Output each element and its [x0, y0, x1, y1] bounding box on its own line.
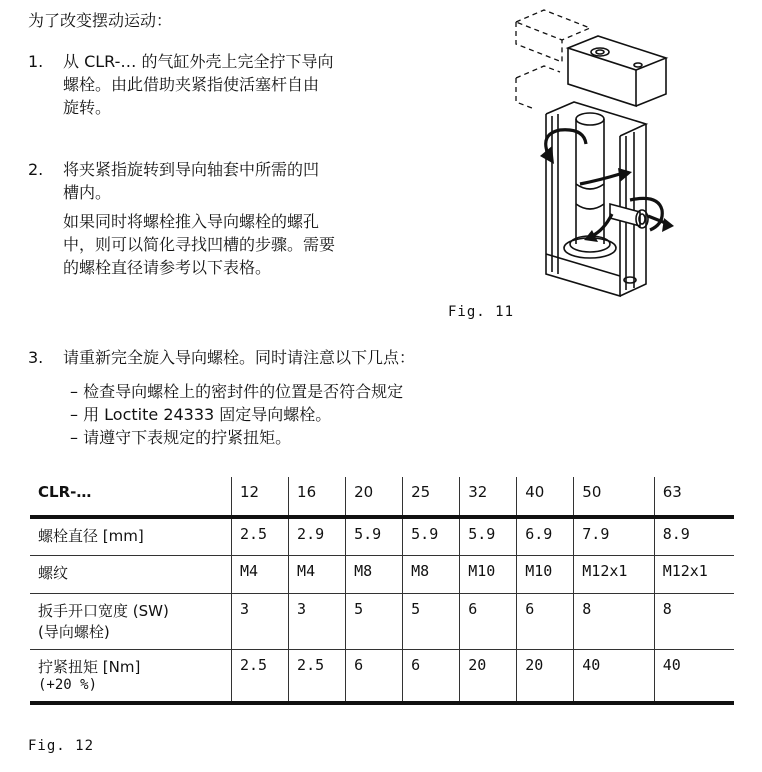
- table-row: [30, 593, 734, 649]
- table-cell: 2.5: [232, 517, 289, 555]
- table-cell: 6: [517, 593, 574, 649]
- table-cell: 6: [403, 649, 460, 703]
- bullet-item: – 检查导向螺栓上的密封件的位置是否符合规定: [70, 382, 404, 401]
- table-cell: M8: [346, 555, 403, 593]
- step-note-line: 中，则可以简化寻找凹槽的步骤。需要: [63, 235, 336, 254]
- intro-heading: 为了改变摆动运动：: [28, 11, 173, 30]
- row-label-text: 螺栓直径 [mm]: [38, 527, 144, 545]
- table-header-cell: 32: [460, 477, 517, 517]
- table-header-cell: 40: [517, 477, 574, 517]
- step-1: [28, 50, 448, 125]
- row-label: [30, 555, 232, 593]
- step-line: 请重新完全旋入导向螺栓。同时请注意以下几点：: [63, 348, 416, 367]
- table-cell: 3: [232, 593, 289, 649]
- table-cell: 20: [517, 649, 574, 703]
- step-note-line: 如果同时将螺栓推入导向螺栓的螺孔: [63, 212, 320, 231]
- table-cell: 2.5: [289, 649, 346, 703]
- row-label-text: 螺纹: [38, 563, 69, 582]
- row-label-sub: (+20 %): [38, 676, 98, 693]
- table-row: [30, 517, 734, 555]
- table-header-cell: 63: [662, 483, 682, 501]
- table-cell: M4: [289, 555, 346, 593]
- step-line: 槽内。: [63, 183, 112, 202]
- table-cell: M4: [232, 555, 289, 593]
- row-label-text: 拧紧扭矩 [Nm]: [38, 657, 141, 676]
- table-cell: 40: [662, 655, 681, 674]
- table-cell: M12x1: [574, 555, 654, 593]
- table-cell: 6: [346, 649, 403, 703]
- table-cell: M10: [517, 555, 574, 593]
- cylinder-illustration: [480, 4, 700, 302]
- step-number: 3.: [28, 348, 44, 367]
- table-row: [30, 555, 734, 593]
- step-line: 从 CLR-… 的气缸外壳上完全拧下导向: [63, 52, 334, 71]
- table-cell: 20: [460, 649, 517, 703]
- table-cell: M12x1: [662, 561, 708, 580]
- table-cell: 7.9: [574, 517, 654, 555]
- row-label-text: 扳手开口宽度 (SW): [38, 601, 169, 620]
- table-header-cell: 20: [346, 477, 403, 517]
- table-cell: 2.5: [232, 649, 289, 703]
- table-cell: 5: [346, 593, 403, 649]
- step-line: 将夹紧指旋转到导向轴套中所需的凹: [63, 160, 320, 179]
- table-cell: 5.9: [403, 517, 460, 555]
- spec-table: [30, 477, 734, 705]
- table-header-cell: 25: [403, 477, 460, 517]
- table-cell: 5.9: [460, 517, 517, 555]
- table-cell: 40: [574, 649, 654, 703]
- table-cell: 8.9: [662, 525, 690, 543]
- table-cell: M8: [403, 555, 460, 593]
- table-cell: 5: [403, 593, 460, 649]
- step-number: 2.: [28, 160, 44, 179]
- row-label: [30, 593, 232, 649]
- step-line: 旋转。: [63, 98, 112, 117]
- step-number: 1.: [28, 52, 44, 71]
- figure-11-caption: Fig. 11: [448, 304, 515, 320]
- bullet-item: – 请遵守下表规定的拧紧扭矩。: [70, 428, 292, 447]
- table-cell: 3: [289, 593, 346, 649]
- table-row: [30, 649, 734, 703]
- table-cell: 5.9: [346, 517, 403, 555]
- row-label: [30, 649, 232, 703]
- bullet-list: [70, 380, 403, 449]
- step-line: 螺栓。由此借助夹紧指使活塞杆自由: [63, 75, 320, 94]
- table-header-cell: 12: [232, 477, 289, 517]
- table-header-cell: CLR-…: [30, 477, 232, 517]
- table-cell: 6: [460, 593, 517, 649]
- row-label: [30, 517, 232, 555]
- table-cell: M10: [460, 555, 517, 593]
- table-cell: 8: [662, 599, 672, 618]
- row-label-sub: (导向螺栓): [38, 622, 110, 641]
- table-header-cell: 16: [289, 477, 346, 517]
- bullet-item: – 用 Loctite 24333 固定导向螺栓。: [70, 405, 332, 424]
- step-3: [28, 346, 548, 371]
- table-cell: 8: [574, 593, 654, 649]
- table-header-cell: 50: [574, 477, 654, 517]
- table-header-row: [30, 477, 734, 517]
- table-cell: 6.9: [517, 517, 574, 555]
- table-cell: 2.9: [289, 517, 346, 555]
- step-2: [28, 158, 448, 298]
- step-note-line: 的螺栓直径请参考以下表格。: [63, 258, 272, 277]
- figure-12-caption: Fig. 12: [28, 738, 95, 754]
